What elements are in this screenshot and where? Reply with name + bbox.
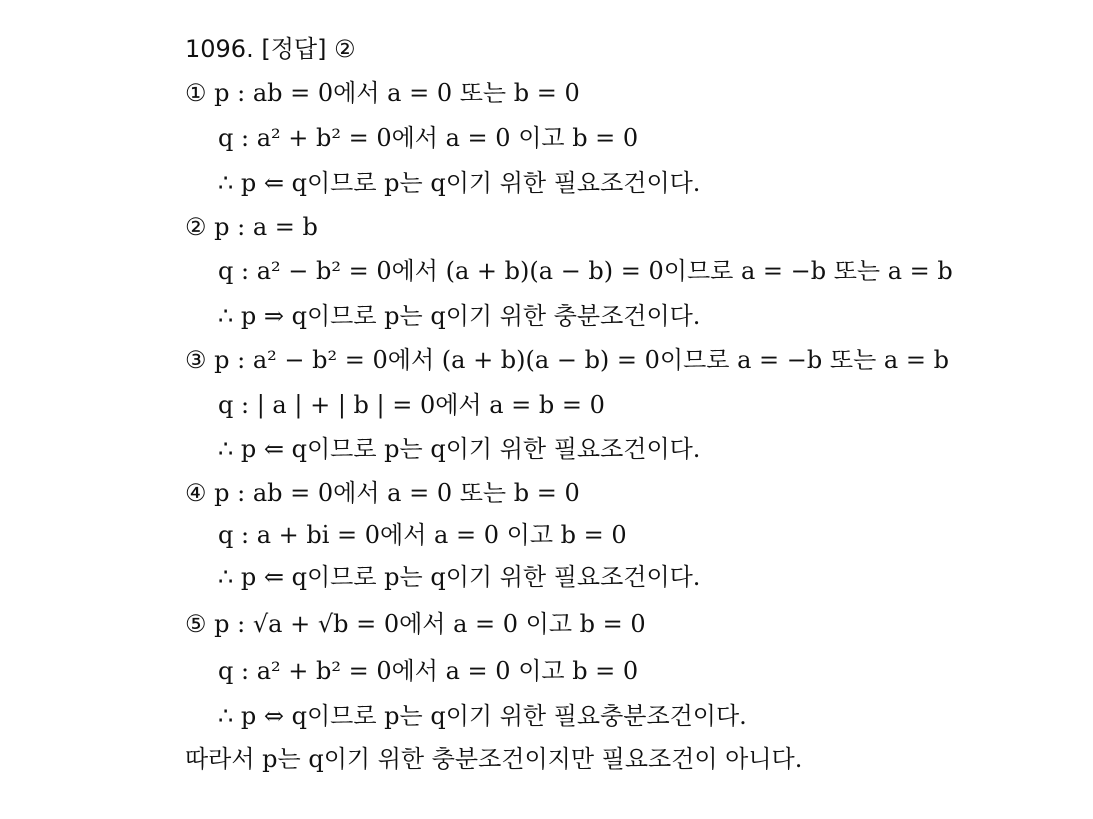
option-5-conclusion: ∴ p ⇔ q이므로 p는 q이기 위한 필요충분조건이다. (218, 702, 747, 730)
option-2-p: ② p : a = b (185, 213, 318, 241)
option-4-p: ④ p : ab = 0에서 a = 0 또는 b = 0 (185, 479, 580, 507)
final-conclusion: 따라서 p는 q이기 위한 충분조건이지만 필요조건이 아니다. (185, 745, 803, 773)
option-1-p: ① p : ab = 0에서 a = 0 또는 b = 0 (185, 79, 580, 107)
option-5-p: ⑤ p : √a + √b = 0에서 a = 0 이고 b = 0 (185, 610, 646, 638)
option-2-conclusion: ∴ p ⇒ q이므로 p는 q이기 위한 충분조건이다. (218, 302, 701, 330)
option-1-conclusion: ∴ p ⇐ q이므로 p는 q이기 위한 필요조건이다. (218, 169, 701, 197)
option-4-q: q : a + bi = 0에서 a = 0 이고 b = 0 (218, 521, 627, 549)
option-5-q: q : a² + b² = 0에서 a = 0 이고 b = 0 (218, 657, 639, 685)
option-4-conclusion: ∴ p ⇐ q이므로 p는 q이기 위한 필요조건이다. (218, 563, 701, 591)
answer-header: 1096. [정답] ② (185, 35, 356, 63)
option-3-q: q : | a | + | b | = 0에서 a = b = 0 (218, 391, 605, 419)
option-3-conclusion: ∴ p ⇐ q이므로 p는 q이기 위한 필요조건이다. (218, 435, 701, 463)
option-2-q: q : a² − b² = 0에서 (a + b)(a − b) = 0이므로 a = −b 또는 a = b (218, 257, 953, 285)
option-1-q: q : a² + b² = 0에서 a = 0 이고 b = 0 (218, 124, 639, 152)
option-3-p: ③ p : a² − b² = 0에서 (a + b)(a − b) = 0이므로 a = −b 또는 a = b (185, 346, 949, 374)
